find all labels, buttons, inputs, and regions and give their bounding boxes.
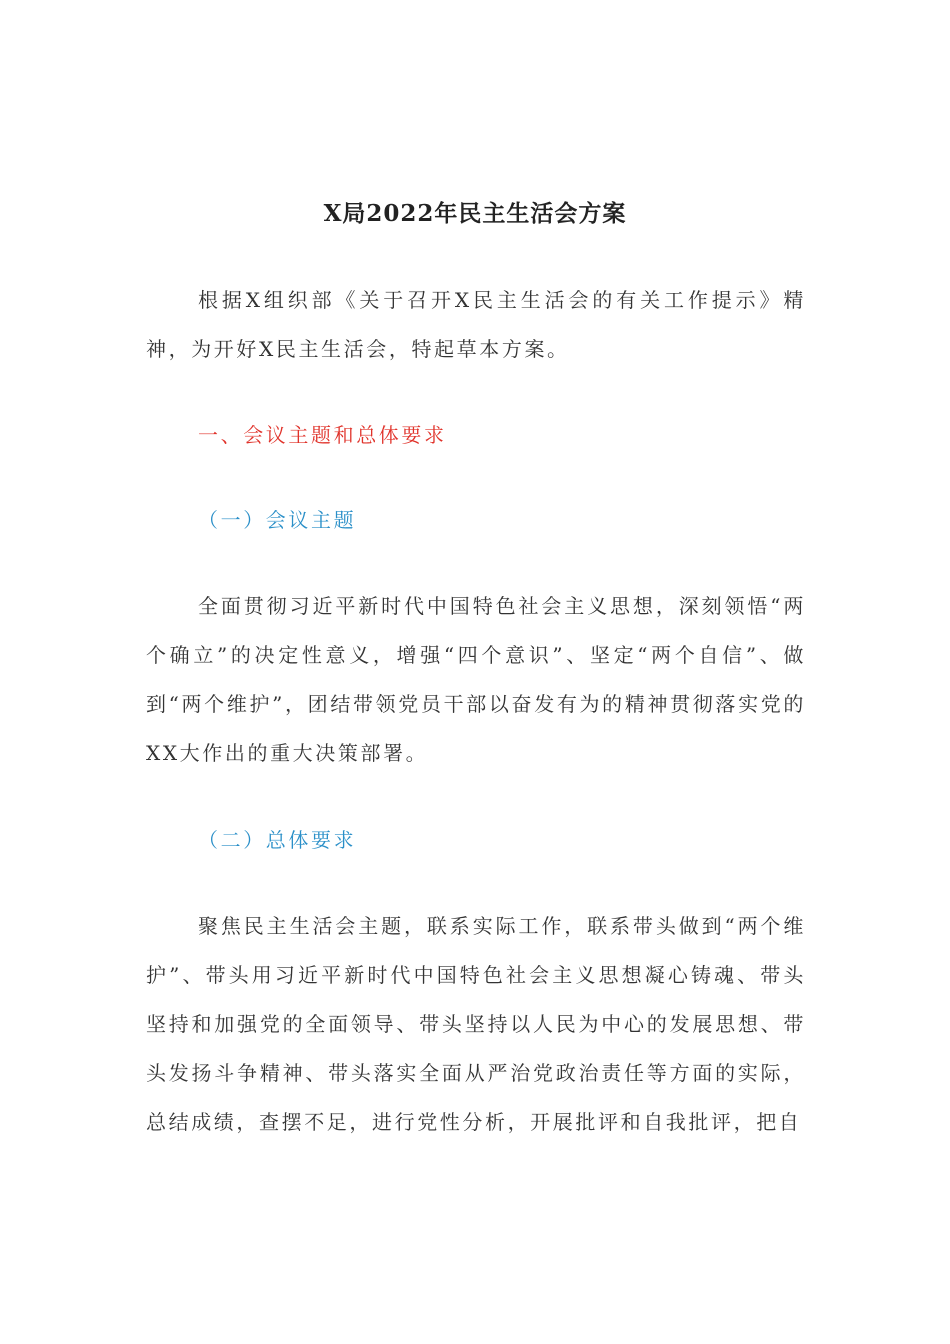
intro-paragraph: 根据X组织部《关于召开X民主生活会的有关工作提示》精神，为开好X民主生活会，特起草本方案。 xyxy=(146,288,806,361)
theme-paragraph: 全面贯彻习近平新时代中国特色社会主义思想，深刻领悟“两个确立”的决定性意义，增强“四个意识”、坚定“两个自信”、做到“两个维护”，团结带领党员干部以奋发有为的精神贯彻落实党的XX大作出的重大决策部署。 xyxy=(146,594,806,765)
requirements-paragraph: 聚焦民主生活会主题，联系实际工作，联系带头做到“两个维护”、带头用习近平新时代中国特色社会主义思想凝心铸魂、带头坚持和加强党的全面领导、带头坚持以人民为中心的发展思想、带头发扬斗争精神、带头落实全面从严治党政治责任等方面的实际，总结成绩，查摆不足，进行党性分析，开展批评和自我批评，把自 xyxy=(146,914,806,1134)
section-heading-1: 一、会议主题和总体要求 xyxy=(198,423,447,447)
subsection-heading-requirements: （二）总体要求 xyxy=(198,828,357,852)
subsection-heading-theme: （一）会议主题 xyxy=(198,508,357,532)
document-title: X局2022年民主生活会方案 xyxy=(323,200,627,227)
